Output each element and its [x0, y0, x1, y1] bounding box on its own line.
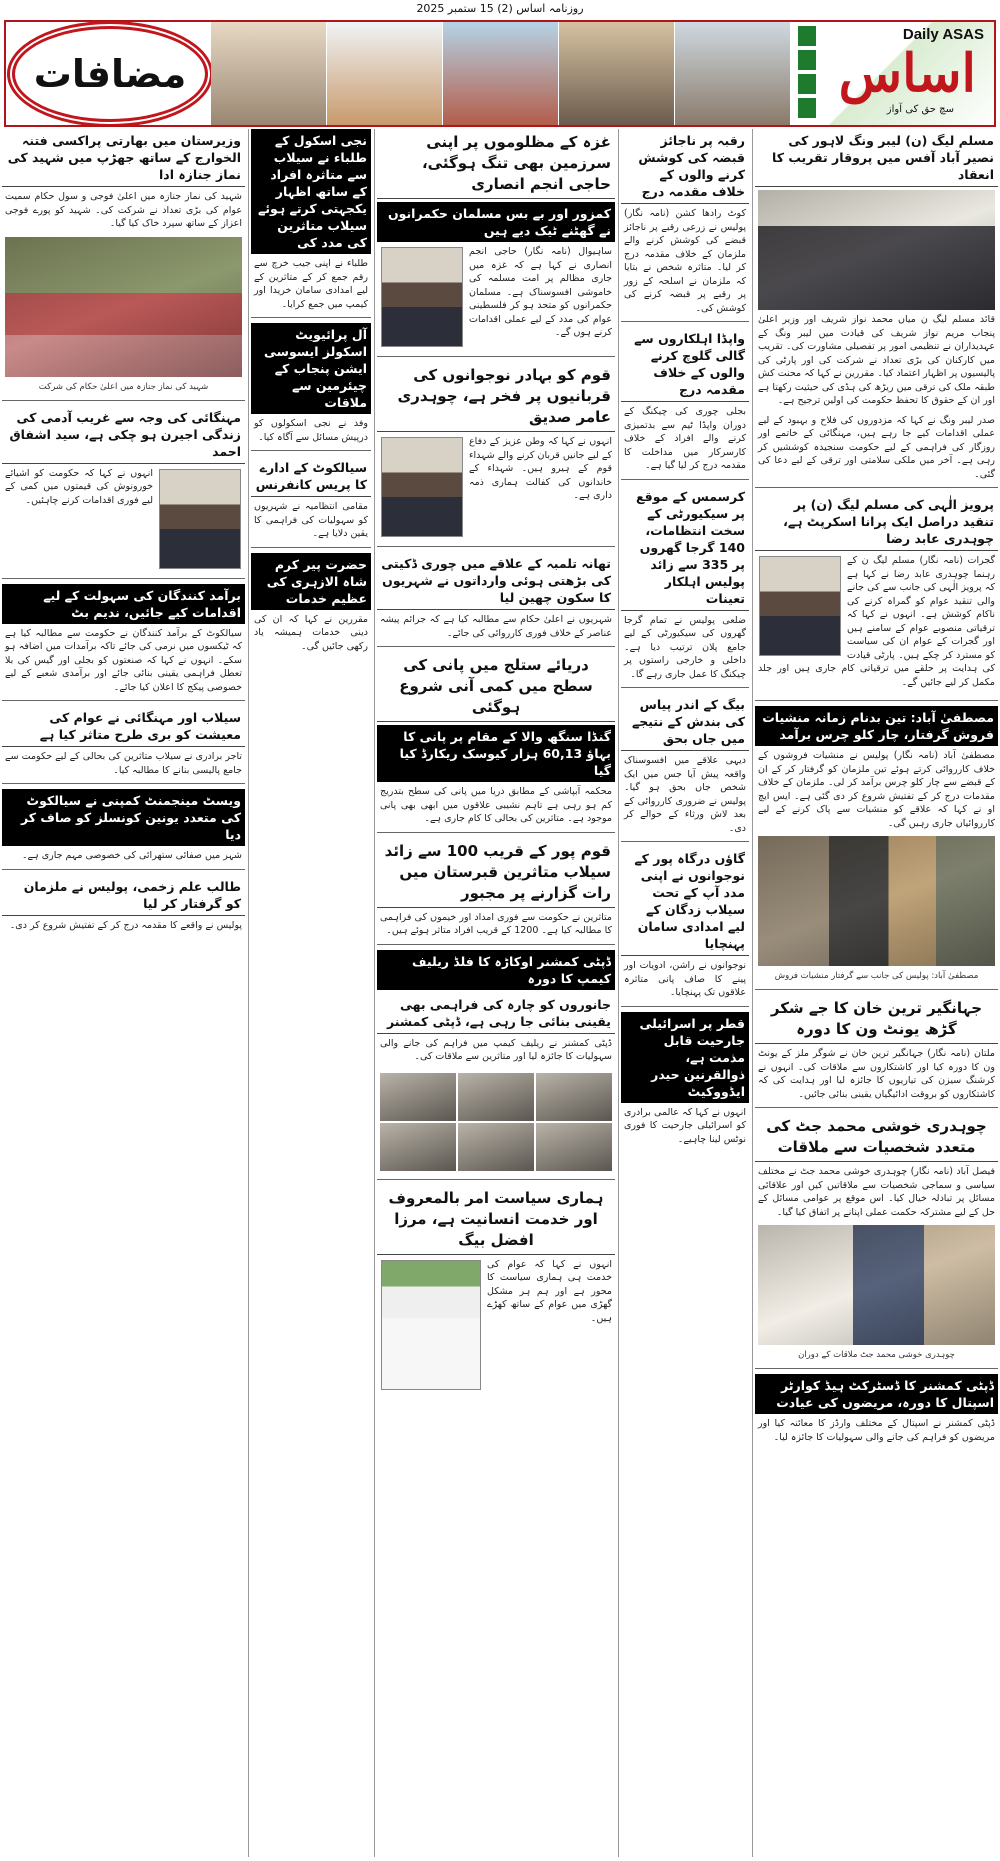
- masthead-english-name: Daily ASAS: [902, 26, 984, 43]
- portrait-photo: [381, 437, 463, 537]
- banner-photo: [675, 22, 791, 125]
- headline: پرویز الٰہی کی مسلم لیگ (ن) پر تنقید دراصل ایک پرانا اسکرپٹ ہے، چوہدری عابد رضا: [755, 493, 998, 551]
- news-photo: [536, 1123, 612, 1171]
- headline: دریائے ستلج میں پانی کی سطح میں کمی آنی شروع ہوگئی: [377, 652, 615, 722]
- photo-caption: شہید کی نماز جنازہ میں اعلیٰ حکام کی شرکت: [38, 381, 209, 392]
- headline: ڈپٹی کمشنر اوکاڑہ کا فلڈ ریلیف کیمپ کا دورہ: [377, 950, 615, 990]
- article-divider: [755, 1368, 998, 1369]
- section-title-badge: [12, 26, 208, 122]
- news-photo: [758, 1225, 995, 1345]
- masthead-slogan: سچ حق کی آواز: [886, 104, 954, 115]
- article-divider: [377, 832, 615, 833]
- portrait-photo: [381, 1260, 481, 1390]
- news-photo: [758, 836, 995, 966]
- article-divider: [2, 869, 245, 870]
- article-body: نوجوانوں نے راشن، ادویات اور پینے کا صاف پانی متاثرہ علاقوں تک پہنچایا۔: [624, 960, 746, 998]
- headline: قوم پور کے قریب 100 سے زائد سیلاب متاثرین قبرستان میں رات گزارنے پر مجبور: [377, 838, 615, 908]
- headline: مصطفیٰ آباد: تین بدنام زمانہ منشیات فروش گرفتار، چار کلو چرس برآمد: [755, 706, 998, 746]
- portrait-photo: [381, 247, 463, 347]
- article-divider: [251, 450, 371, 451]
- article-body: فیصل آباد (نامہ نگار) چوہدری خوشی محمد جٹ نے مختلف سیاسی و سماجی شخصیات سے ملاقاتیں کیں اور علاقائی مسائل پر تبادلہ خیال کیا۔ اس موقع پر عوامی مسائل کے حل کے لیے مشترکہ حکمت عملی اپنانے پر اتفاق کیا گیا۔: [758, 1166, 995, 1218]
- subheadline: جانوروں کو چارہ کی فراہمی بھی یقینی بنائی جا رہی ہے، ڈپٹی کمشنر: [377, 993, 615, 1034]
- headline: غزہ کے مظلوموں پر اپنی سرزمین بھی تنگ ہوگئی، حاجی انجم انصاری: [377, 129, 615, 199]
- news-photo: [5, 237, 242, 377]
- article-body: صدر لیبر ونگ نے کہا کہ مزدوروں کی فلاح و بہبود کے لیے عملی اقدامات کیے جا رہے ہیں، مہنگائی کے خاتمے اور روزگار کی فراہمی کے لیے حکومت سنجیدہ کوششیں کر رہی ہے۔ آخر میں ملکی سلامتی اور ترقی کے لیے دعا کی گئی۔: [758, 414, 995, 480]
- article-body: ساہیوال (نامہ نگار) حاجی انجم انصاری نے کہا ہے کہ غزہ میں جاری مظالم پر امت مسلمہ کی خاموشی افسوسناک ہے۔ مسلمان حکمرانوں کو متحد ہو کر فلسطینی عوام کی مدد کے لیے عملی اقدامات کرنے ہوں گے۔: [469, 246, 612, 338]
- article-divider: [377, 1179, 615, 1180]
- banner-photo: [443, 22, 559, 125]
- column-right: [755, 129, 998, 1857]
- article-body: ڈپٹی کمشنر نے اسپتال کے مختلف وارڈز کا معائنہ کیا اور مریضوں کو فراہم کی جانے والی سہولیات کا جائزہ لیا۔: [758, 1418, 995, 1443]
- article-body: تاجر برادری نے سیلاب متاثرین کی بحالی کے لیے حکومت سے جامع پالیسی بنانے کا مطالبہ کیا۔: [5, 751, 242, 776]
- article-body: مقررین نے کہا کہ ان کی دینی خدمات ہمیشہ یاد رکھی جائیں گی۔: [254, 613, 368, 652]
- newspaper-masthead: [794, 22, 994, 125]
- article-divider: [377, 546, 615, 547]
- headline: ویسٹ مینجمنٹ کمپنی نے سیالکوٹ کی متعدد یونین کونسلز کو صاف کر دیا: [2, 789, 245, 846]
- headline: واپڈا اہلکاروں سے گالی گلوچ کرنے والوں کے خلاف مقدمہ درج: [621, 327, 749, 402]
- headline: حضرت پیر کرم شاہ الازہری کی عظیم خدمات: [251, 553, 371, 610]
- banner-photo: [211, 22, 327, 125]
- article-body: ضلعی پولیس نے تمام گرجا گھروں کی سیکیورٹی کے لیے جامع پلان ترتیب دیا ہے۔ داخلی و خارجی راستوں پر چیکنگ کا عمل جاری رہے گا۔: [624, 614, 746, 680]
- headline: برآمد کنندگان کی سہولت کے لیے اقدامات کیے جائیں، ندیم بٹ: [2, 584, 245, 624]
- headline: مسلم لیگ (ن) لیبر ونگ لاہور کی نصیر آباد آفس میں پروقار تقریب کا انعقاد: [755, 129, 998, 187]
- headline: بیگ کے اندر پیاس کی بندش کے نتیجے میں جاں بحق: [621, 693, 749, 751]
- banner-photo-collage: [211, 22, 791, 125]
- section-title: مضافات: [33, 52, 187, 96]
- headline: گاؤں درگاہ پور کے نوجوانوں نے اپنی مدد آپ کے تحت سیلاب زدگان کے لیے امدادی سامان پہنچایا: [621, 847, 749, 956]
- article-body: شہریوں نے اعلیٰ حکام سے مطالبہ کیا ہے کہ جرائم پیشہ عناصر کے خلاف فوری کارروائی کی جائے۔: [380, 614, 612, 639]
- news-photo: [380, 1123, 456, 1171]
- article-divider: [755, 487, 998, 488]
- article-divider: [251, 317, 371, 318]
- headline: رقبہ پر ناجائز قبضہ کی کوشش کرنے والوں کے خلاف مقدمہ درج: [621, 129, 749, 204]
- banner-photo: [559, 22, 675, 125]
- article-body: انہوں نے کہا کہ عالمی برادری کو اسرائیلی جارحیت کا فوری نوٹس لینا چاہیے۔: [624, 1106, 746, 1145]
- headline: مہنگائی کی وجہ سے غریب آدمی کی زندگی اجیرن ہو چکی ہے، سید اشفاق احمد: [2, 406, 245, 464]
- headline: وزیرستان میں بھارتی پراکسی فتنہ الخوارج کے ساتھ جھڑپ میں شہید کی نماز جنازہ ادا: [2, 129, 245, 187]
- headline: چوہدری خوشی محمد جٹ کی متعدد شخصیات سے ملاقات: [755, 1113, 998, 1162]
- headline: قطر پر اسرائیلی جارحیت قابل مذمت ہے، ذوالقرنین حیدر ایڈووکیٹ: [621, 1012, 749, 1103]
- subheadline: گنڈا سنگھ والا کے مقام پر پانی کا بہاؤ 60,13 ہزار کیوسک ریکارڈ کیا گیا: [377, 725, 615, 782]
- article-body: قائد مسلم لیگ ن میاں محمد نواز شریف اور وزیر اعلیٰ پنجاب مریم نواز شریف کی قیادت میں لیبر ونگ کے عہدیداران نے تنظیمی امور پر تفصیلی مشاورت کی۔ تقریب میں کارکنان کی بڑی تعداد نے شرکت کی اور پارٹی کی پالیسیوں پر اظہار اعتماد کیا۔ مقررین نے کہا کہ محنت کش طبقہ ملک کی ترقی میں ریڑھ کی ہڈی کی حیثیت رکھتا ہے اور ان کے حقوق کا تحفظ حکومت کی اولین ترجیح ہے۔: [758, 314, 995, 406]
- article-divider: [621, 687, 749, 688]
- article-body: ڈپٹی کمشنر نے ریلیف کیمپ میں فراہم کی جانے والی سہولیات کا جائزہ لیا اور متاثرین سے ملاقات کی۔: [380, 1037, 612, 1062]
- headline: آل پرائیویٹ اسکولز ایسوسی ایشن پنجاب کے چیئرمین سے ملاقات: [251, 323, 371, 414]
- headline: قوم کو بہادر نوجوانوں کی قربانیوں پر فخر ہے، چوہدری عامر صدیق: [377, 362, 615, 432]
- article-divider: [755, 1107, 998, 1108]
- column-center: [377, 129, 615, 1857]
- headline: جہانگیر ترین خان کا جے شکر گڑھ یونٹ ون کا دورہ: [755, 995, 998, 1044]
- article-divider: [755, 989, 998, 990]
- article-body: انہوں نے کہا کہ وطن عزیز کے دفاع کے لیے جانیں قربان کرنے والے شہداء قوم کے ہیرو ہیں۔ شہداء کے خاندانوں کی کفالت ہماری ذمہ داری ہے۔: [469, 436, 612, 501]
- article-body: محکمہ آبپاشی کے مطابق دریا میں پانی کی سطح بتدریج کم ہو رہی ہے تاہم نشیبی علاقوں میں ابھی بھی پانی موجود ہے۔ متاثرین کی بحالی کا کام جاری ہے۔: [380, 786, 612, 824]
- article-body: کوٹ رادھا کشن (نامہ نگار) پولیس نے زرعی رقبے پر ناجائز قبضے کی کوشش کرنے والے ملزمان کے خلاف مقدمہ درج کر لیا۔ متاثرہ شخص نے بتایا کہ ملزمان نے اسلحہ کے زور پر رقبے پر قبضہ کرنے کی کوشش کی۔: [624, 208, 746, 314]
- article-body: طلباء نے اپنی جیب خرچ سے رقم جمع کر کے متاثرین کے لیے امدادی سامان خریدا اور کیمپ میں جمع کرایا۔: [254, 258, 368, 310]
- article-body: پولیس نے واقعے کا مقدمہ درج کر کے تفتیش شروع کر دی۔: [9, 919, 242, 931]
- news-photo: [458, 1123, 534, 1171]
- column-divider: [752, 129, 753, 1857]
- article-divider: [2, 700, 245, 701]
- news-photo: [758, 190, 995, 310]
- headline: کرسمس کے موقع پر سیکیورٹی کے سخت انتظامات، 140 گرجا گھروں پر 335 سے زائد پولیس اہلکار تعینات: [621, 485, 749, 611]
- headline: نجی اسکول کے طلباء نے سیلاب سے متاثرہ افراد کے ساتھ اظہار یکجہتی کرتے ہوئے سیلاب متاثرین کی مدد کی: [251, 129, 371, 254]
- article-divider: [621, 479, 749, 480]
- photo-collage: [377, 1070, 615, 1174]
- article-body: مصطفیٰ آباد (نامہ نگار) پولیس نے منشیات فروشوں کے خلاف کارروائی کرتے ہوئے تین ملزمان کو گرفتار کر کے ان کے قبضے سے چار کلو چرس برآمد کر لی۔ ملزمان کے خلاف مقدمات درج کر کے تفتیش شروع کر دی گئی ہے۔ ایس ایچ او نے کہا کہ علاقے کو منشیات سے پاک کرنے کے لیے کارروائیاں جاری رہیں گی۔: [758, 750, 995, 829]
- headline: طالب علم زخمی، پولیس نے ملزمان کو گرفتار کر لیا: [2, 875, 245, 916]
- article-divider: [2, 578, 245, 579]
- article-divider: [621, 1006, 749, 1007]
- issue-date-line: روزنامہ اساس (2) 15 ستمبر 2025: [416, 2, 584, 15]
- newspaper-logo: اساس: [838, 43, 976, 104]
- masthead-banner: [4, 20, 996, 127]
- article-body: دیہی علاقے میں افسوسناک واقعہ پیش آیا جس میں ایک شخص جاں بحق ہو گیا۔ پولیس نے ضروری کارروائی کے بعد لاش ورثاء کے حوالے کر دی۔: [624, 755, 746, 834]
- column-divider: [374, 129, 375, 1857]
- column-center-left: [251, 129, 371, 1857]
- article-body: انہوں نے کہا کہ حکومت کو اشیائے خورونوش کی قیمتوں میں کمی کے لیے فوری اقدامات کرنے چاہئیں۔: [5, 467, 153, 506]
- article-divider: [377, 646, 615, 647]
- article-body: گجرات (نامہ نگار) مسلم لیگ ن کے رہنما چوہدری عابد رضا نے کہا ہے کہ پرویز الٰہی کی جانب سے کی جانے والی تنقید عوام کو گمراہ کرنے کی ناکام کوشش ہے۔ انہوں نے کہا کہ ترقیاتی منصوبے عوام کے سامنے ہیں اور گجرات کے عوام ان کی سیاست کو مسترد کر چکے ہیں۔ پارٹی قیادت کی ہدایت پر حلقے میں ترقیاتی کام جاری ہیں اور جلد مکمل کر لیے جائیں گے۔: [758, 555, 995, 688]
- headline: ہماری سیاست امر بالمعروف اور خدمت انسانیت ہے، مرزا افضل بیگ: [377, 1185, 615, 1255]
- headline: ڈپٹی کمشنر کا ڈسٹرکٹ ہیڈ کوارٹر اسپتال کا دورہ، مریضوں کی عیادت: [755, 1374, 998, 1414]
- article-divider: [377, 944, 615, 945]
- article-body: بجلی چوری کی چیکنگ کے دوران واپڈا ٹیم سے بدتمیزی کرنے والے افراد کے خلاف کارسرکار میں مداخلت کا مقدمہ درج کر لیا گیا ہے۔: [624, 406, 746, 471]
- column-divider: [618, 129, 619, 1857]
- article-body: شہید کی نماز جنازہ میں اعلیٰ فوجی و سول حکام سمیت عوام کی بڑی تعداد نے شرکت کی۔ شہید کو پورے فوجی اعزاز کے ساتھ سپرد خاک کیا گیا۔: [5, 191, 242, 229]
- headline: سیلاب اور مہنگائی نے عوام کی معیشت کو بری طرح متاثر کیا ہے: [2, 706, 245, 747]
- article-divider: [755, 700, 998, 701]
- article-body: متاثرین نے حکومت سے فوری امداد اور خیموں کی فراہمی کا مطالبہ کیا ہے۔ 1200 کے قریب افراد متاثر ہوئے ہیں۔: [380, 911, 612, 936]
- article-body: مقامی انتظامیہ نے شہریوں کو سہولیات کی فراہمی کا یقین دلایا ہے۔: [254, 501, 368, 539]
- subheadline: کمزور اور بے بس مسلمان حکمرانوں نے گھٹنے ٹیک دیے ہیں: [377, 202, 615, 242]
- column-divider: [248, 129, 249, 1857]
- column-center-right: [621, 129, 749, 1857]
- article-body: وفد نے نجی اسکولوں کو درپیش مسائل سے آگاہ کیا۔: [254, 418, 368, 443]
- portrait-photo: [759, 556, 841, 656]
- news-photo: [458, 1073, 534, 1121]
- article-body: ملتان (نامہ نگار) جہانگیر ترین خان نے شوگر ملز کے یونٹ ون کا دورہ کیا اور کاشتکاروں سے ملاقات کی۔ انہوں نے کرشنگ سیزن کی تیاریوں کا جائزہ لیا اور ہدایت کی کہ کاشتکاروں کو بروقت ادائیگیاں یقینی بنائی جائیں۔: [758, 1048, 995, 1100]
- article-divider: [2, 783, 245, 784]
- headline: تھانہ تلمبہ کے علاقے میں چوری ڈکیتی کی بڑھتی ہوئی وارداتوں نے شہریوں کا سکون چھین لیا: [377, 552, 615, 610]
- news-photo: [536, 1073, 612, 1121]
- headline: سیالکوٹ کے ادارے کا پریس کانفرنس: [251, 456, 371, 497]
- article-divider: [377, 356, 615, 357]
- news-photo: [380, 1073, 456, 1121]
- article-divider: [621, 841, 749, 842]
- photo-caption: چوہدری خوشی محمد جٹ ملاقات کے دوران: [798, 1350, 955, 1360]
- article-divider: [621, 321, 749, 322]
- article-divider: [251, 547, 371, 548]
- article-body: انہوں نے کہا کہ عوام کی خدمت ہی ہماری سیاست کا محور ہے اور ہم ہر مشکل گھڑی میں عوام کے ساتھ کھڑے ہیں۔: [487, 1258, 612, 1324]
- banner-photo: [327, 22, 443, 125]
- portrait-photo: [159, 469, 241, 569]
- photo-caption: مصطفیٰ آباد: پولیس کی جانب سے گرفتار منشیات فروش: [774, 971, 979, 981]
- flag-graphic: [798, 26, 816, 121]
- article-body: شہر میں صفائی ستھرائی کی خصوصی مہم جاری ہے۔: [21, 850, 242, 861]
- article-divider: [2, 400, 245, 401]
- article-body: سیالکوٹ کے برآمد کنندگان نے حکومت سے مطالبہ کیا ہے کہ ٹیکسوں میں نرمی کی جائے تاکہ برآمدات میں اضافہ ہو سکے۔ انہوں نے کہا کہ صنعتوں کو بجلی اور گیس کی بلا تعطل فراہمی یقینی بنائی جائے اور برآمدی شعبے کے لیے خصوصی پیکج کا اعلان کیا جائے۔: [5, 627, 242, 693]
- column-left: [2, 129, 245, 1857]
